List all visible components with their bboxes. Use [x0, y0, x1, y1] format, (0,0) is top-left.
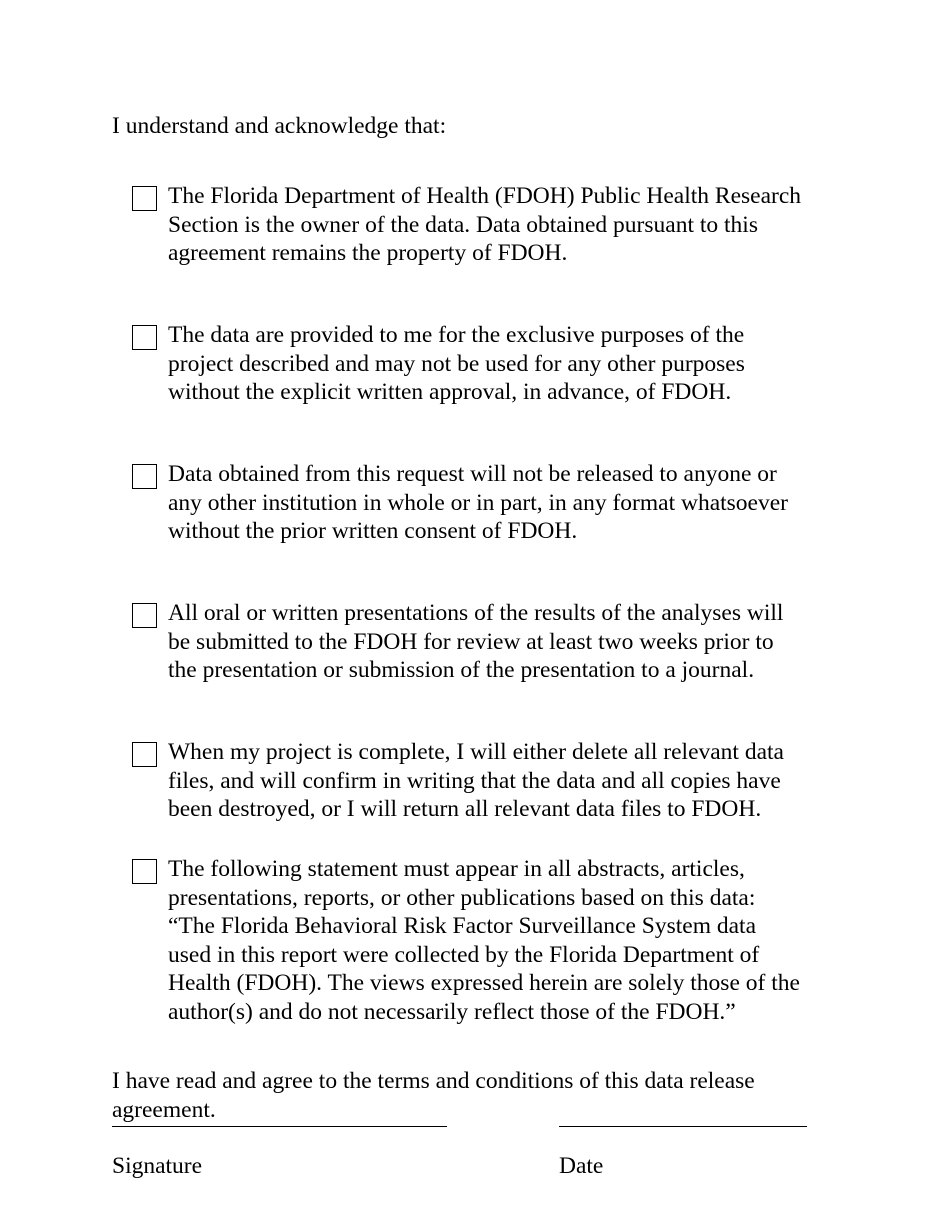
acknowledgement-text — [168, 321, 858, 407]
attribution-statement-checkbox[interactable] — [132, 859, 157, 884]
text-line: used in this report were collected by the Florida Department of — [168, 941, 760, 968]
signature-label: Signature — [112, 1153, 203, 1179]
text-line: The data are provided to me for the exclusive purposes of the — [168, 322, 745, 348]
text-line: When my project is complete, I will either delete all relevant data — [168, 739, 784, 765]
text-line: the presentation or submission of the presentation to a journal. — [168, 657, 755, 683]
agreement-statement — [112, 1067, 832, 1124]
text-line: The Florida Department of Health (FDOH) Public Health Research — [168, 183, 802, 209]
text-line: without the prior written consent of FDOH. — [168, 518, 578, 544]
text-line: been destroyed, or I will return all relevant data files to FDOH. — [168, 796, 762, 822]
text-line: without the explicit written approval, in advance, of FDOH. — [168, 379, 732, 405]
acknowledgement-text — [168, 738, 858, 824]
text-line: author(s) and do not necessarily reflect those of the FDOH.” — [168, 998, 736, 1025]
text-line: agreement remains the property of FDOH. — [168, 240, 568, 266]
signature-line[interactable] — [112, 1126, 447, 1127]
intro-text: I understand and acknowledge that: — [112, 113, 447, 139]
text-line: “The Florida Behavioral Risk Factor Surveillance System data — [168, 913, 757, 939]
acknowledgement-text — [168, 182, 858, 268]
acknowledgement-text — [168, 855, 858, 1026]
text-line: agreement. — [112, 1096, 216, 1123]
text-line: project described and may not be used for any other purposes — [168, 350, 745, 377]
ownership-checkbox[interactable] — [132, 186, 157, 211]
text-line: Section is the owner of the data. Data obtained pursuant to this — [168, 211, 758, 238]
acknowledgement-text — [168, 460, 858, 546]
data-destruction-checkbox[interactable] — [132, 742, 157, 767]
exclusive-use-checkbox[interactable] — [132, 325, 157, 350]
text-line: any other institution in whole or in part, in any format whatsoever — [168, 489, 788, 516]
text-line: All oral or written presentations of the results of the analyses will — [168, 600, 784, 626]
text-line: presentations, reports, or other publications based on this data: — [168, 884, 756, 911]
text-line: Health (FDOH). The views expressed herein are solely those of the — [168, 970, 800, 996]
text-line: be submitted to the FDOH for review at least two weeks prior to — [168, 628, 774, 655]
acknowledgement-text — [168, 599, 858, 685]
presentations-checkbox[interactable] — [132, 603, 157, 628]
no-release-checkbox[interactable] — [132, 464, 157, 489]
date-label: Date — [559, 1153, 604, 1179]
text-line: I have read and agree to the terms and conditions of this data release — [112, 1068, 755, 1094]
date-line[interactable] — [559, 1126, 807, 1127]
text-line: The following statement must appear in all abstracts, articles, — [168, 856, 745, 882]
text-line: Data obtained from this request will not be released to anyone or — [168, 461, 777, 487]
text-line: files, and will confirm in writing that the data and all copies have — [168, 767, 781, 794]
